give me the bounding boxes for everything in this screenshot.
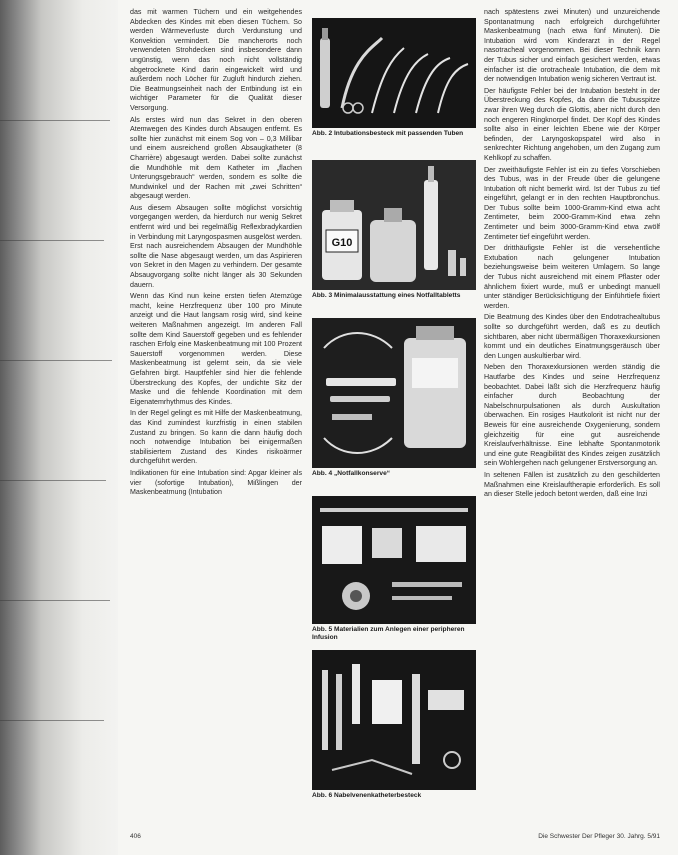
intubation-kit-illustration — [312, 18, 476, 128]
book-binding — [0, 0, 118, 855]
figure-caption: Abb. 6 Nabelvenenkatheterbesteck — [312, 792, 422, 799]
photo-emergency-kit — [312, 318, 476, 468]
right-text-column — [484, 8, 660, 817]
photo-infusion-materials — [312, 496, 476, 624]
figure-emergency-kit — [312, 318, 476, 478]
figure-caption: Abb. 2 Intubationsbesteck mit passenden Tuben — [312, 130, 464, 137]
right-paragraph: Die Beatmung des Kindes über den Endotrachealtubus sollte so durchgeführt werden, daß es zu deutlich sichtbaren, aber nicht übermäßigen Thoraxexkursionen kommt und ein deutliches Einatmungsgeräusch über den Lungen auskultierbar wird. — [484, 313, 660, 360]
page-number: 406 — [130, 833, 141, 840]
right-paragraph: Der dritthäufigste Fehler ist die versehentliche Extubation nach gelungener Intubation beziehungsweise beim weiteren Umlagern. So lange der Tubus nicht ausreichend mit einem Pflaster oder ähnlichem fixiert wurde, muß er unbedingt manuell unter ständiger Berücksichtigung der Einführtiefe fixiert werden. — [484, 244, 660, 310]
photo-emergency-tray — [312, 160, 476, 290]
journal-footer: Die Schwester Der Pfleger 30. Jahrg. 5/91 — [538, 833, 660, 840]
figure-caption: Abb. 4 „Notfallkonserve“ — [312, 470, 391, 477]
figure-caption: Abb. 5 Materialien zum Anlegen einer peripheren Infusion — [312, 626, 465, 641]
right-paragraph: nach spätestens zwei Minuten) und unzureichende Spontanatmung nach erfolgreich durchgeführter Maskenbeatmung (nach etwa fünf Minuten). Die Intubation wird vom Kinderarzt in der Regel nasotracheal vorgenommen. Bei dieser Technik kann der Tubus sicher und einfach gesichert werden, etwas einfacher ist die orotracheale Intubation, die dem mit der notwendigen Intubation wenig sicheren Vertraut ist. — [484, 8, 660, 84]
right-paragraph: Der häufigste Fehler bei der Intubation besteht in der Überstreckung des Kopfes, da dann die Tubusspitze zwar ihren Weg durch die Glottis, aber nicht durch den noch engeren Ringknorpel findet. Der Kopf des Kindes sollte also in einer leichten Ebene wie der Körper befinden, der Laryngoskopspatel wird also in senkrechter Richtung angehoben, um den Zugang zum Kehlkopf zu schaffen. — [484, 86, 660, 162]
figure-intubation-kit — [312, 18, 476, 138]
figure-infusion-materials — [312, 496, 476, 642]
left-paragraph: Wenn das Kind nun keine ersten tiefen Atemzüge macht, keine Herzfrequenz über 100 pro Minute anzeigt und die Haut langsam rosig wird, sind keine weiteren Maßnahmen angezeigt. Im anderen Fall sollte dem Kind Sauerstoff gegeben und es fehlender raschen Erfolg eine Maskenbeatmung mit 100 Prozent Sauerstoff vorgenommen werden. Diese Maskenbeatmung ist gelernt sein, da sie viele Gefahren birgt. Hauptfehler sind hier die fehlende Überstreckung des Kopfes, der undichte Sitz der Maske und die fehlende Koordination mit dem Eigenatemrhythmus des Kindes. — [130, 292, 302, 406]
right-paragraph: Neben den Thoraxexkursionen werden ständig die Hautfarbe des Kindes und seine Herzfrequenz beobachtet. Dabei läßt sich die Herzfrequenz häufig einfacher durch Beobachtung der Nabelschnurpulsationen als durch Auskultation überwachen. Ein rosiges Hautkolorit ist nicht nur der Beweis für eine ausreichende Oxygenierung, sondern gleichzeitig für eine gut ausreichende Kreislaufverhältnisse. Eine lebhafte Spontanmotorik und eine gute Reagibilität des Kindes zeigen zusätzlich sein Wohlergehen nach gelungener Erstversorgung an. — [484, 363, 660, 468]
figure-umbilical-catheter — [312, 650, 476, 800]
left-paragraph: In der Regel gelingt es mit Hilfe der Maskenbeatmung, das Kind zumindest kurzfristig in einen stabilen Zustand zu bringen. So kann die dann häufig doch noch notwendige Intubation bei einigermaßen stabilisiertem Zustand des Kindes risikoärmer durchgeführt werden. — [130, 409, 302, 466]
page-footer — [118, 833, 678, 847]
photo-intubation-kit — [312, 18, 476, 128]
left-paragraph: Indikationen für eine Intubation sind: Apgar kleiner als vier (sofortige Intubation), Mißlingen der Maskenbeatmung (Intubation — [130, 468, 302, 497]
figure-emergency-tray — [312, 160, 476, 300]
umbilical-catheter-illustration — [312, 650, 476, 790]
emergency-tray-illustration — [312, 160, 476, 290]
right-paragraph: Der zweithäufigste Fehler ist ein zu tiefes Vorschieben des Tubus, was in der Freude über die gelungene Intubation oft nicht bemerkt wird. Ist der Tubus zu tief eingeführt, gelangt er in den rechten Hauptbronchus. Der Tubus sollte beim 1000-Gramm-Kind etwa acht Zentimeter, beim 2000-Gramm-Kind etwa zehn Zentimeter und beim 3000-Gramm-Kind etwa zwölf Zentimeter tief eingeführt werden. — [484, 165, 660, 241]
document-page — [118, 0, 678, 855]
infusion-materials-illustration — [312, 496, 476, 624]
photo-umbilical-catheter — [312, 650, 476, 790]
left-paragraph: Aus diesem Absaugen sollte möglichst vorsichtig vorgegangen werden, da hierdurch nur wenig Sekret entfernt wird und bei regelmäßig Reflexbradykardien in Verbindung mit Laryngospasmen ausgelöst werden. Erst nach ausreichendem Absaugen der Mundhöhle sollte die Nase abgesaugt werden, um das Aspirieren von Sekret in den Magen zu verhindern. Der gesamte Absaugvorgang sollte nicht länger als 30 Sekunden dauern. — [130, 203, 302, 289]
figure-caption: Abb. 3 Minimalausstattung eines Notfalltabletts — [312, 292, 461, 299]
emergency-kit-illustration — [312, 318, 476, 468]
left-text-column — [130, 8, 302, 817]
left-paragraph: Als erstes wird nun das Sekret in den oberen Atemwegen des Kindes durch Absaugen entfernt. Es sollte hier zunächst mit einem Sog von – 0,3 Millibar und einem ausreichend großen Absaugkatheter (8 Charrière) abgesaugt werden. Dabei sollte zunächst die Mundhöhle mit dem Katheter im „flachen Unterungsgebrauch“ werden, sondern es sollte die Mundwinkel und der Rachen mit „zwei Schritten“ abgesaugt werden. — [130, 115, 302, 201]
left-paragraph: das mit warmen Tüchern und ein weitgehendes Abdecken des Kindes mit eben diesen Tüchern. So werden Wärmeverluste durch Verdunstung und Konvektion vermindert. Die mancherorts noch verwendeten Strohdecken sind insbesondere dann ungünstig, wenn das noch nicht vollständig abgetrocknete Kind darin eingewickelt wird und außerdem noch Löcher für Zugluft hindurch ziehen. Die Beatmungseinheit nach der Entbindung ist ein wichtiger Parameter für die Qualität dieser Versorgung. — [130, 8, 302, 112]
right-paragraph: In seltenen Fällen ist zusätzlich zu den geschilderten Maßnahmen eine Kreislauftherapie erforderlich. Es soll an dieser Stelle jedoch betont werden, daß eine Inzi — [484, 470, 660, 499]
bottle-label-g10: G10 — [331, 237, 353, 249]
